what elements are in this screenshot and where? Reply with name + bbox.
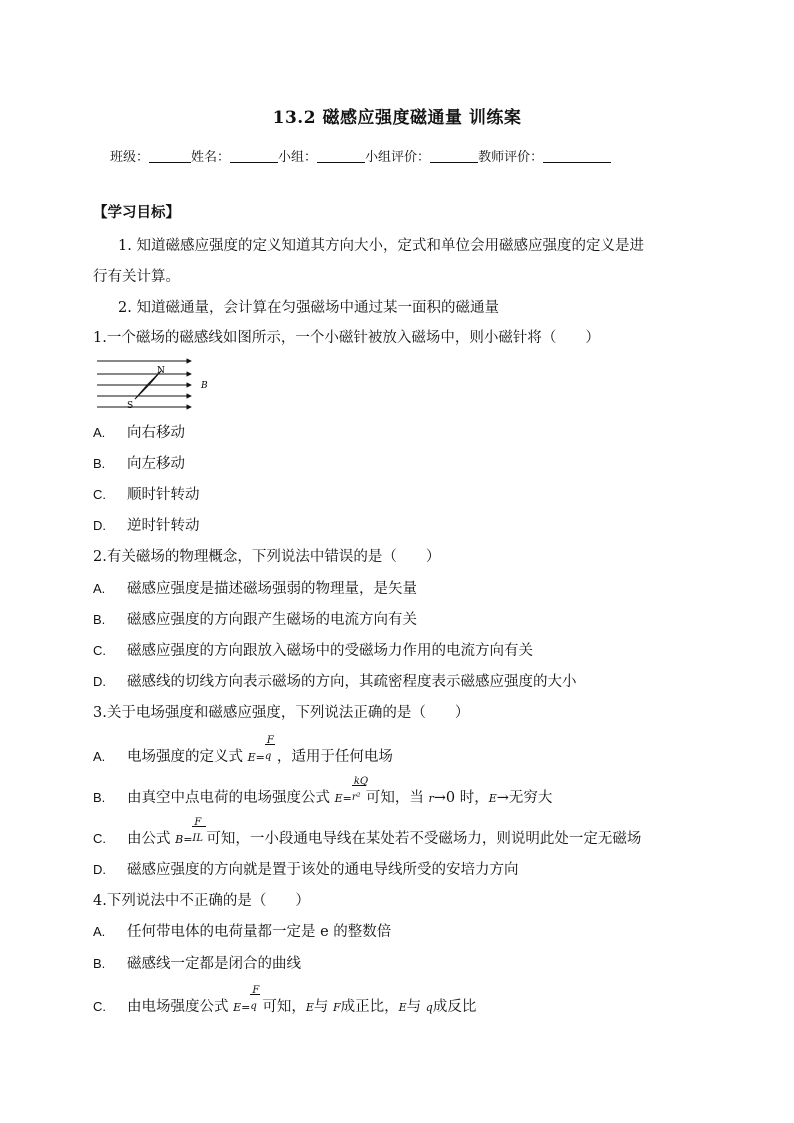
q2-option-c[interactable]: C. 磁感应强度的方向跟放入磁场中的受磁场力作用的电流方向有关 <box>93 643 533 659</box>
formula-fraction: $\frac{F}{q}$ <box>264 735 274 762</box>
formula-fraction: $\frac{F}{IL}$ <box>192 829 206 849</box>
formula-fraction: $\frac{F}{q}$ <box>250 985 260 1012</box>
q4-option-b[interactable]: B. 磁感线一定都是闭合的曲线 <box>93 956 301 972</box>
student-info-line <box>110 146 611 165</box>
q1-stem: 1.一个磁场的磁感线如图所示，一个小磁针被放入磁场中，则小磁针将（ ） <box>93 330 600 346</box>
objective-1-line-2: 行有关计算。 <box>93 269 180 285</box>
name-label: 姓名： <box>191 150 231 165</box>
q1-option-c[interactable]: C. 顺时针转动 <box>93 487 200 503</box>
q2-option-b[interactable]: B. 磁感应强度的方向跟产生磁场的电流方向有关 <box>93 612 417 628</box>
q4-option-a[interactable]: A. 任何带电体的电荷量都一定是 e 的整数倍 <box>93 924 392 940</box>
teacher-eval-label: 教师评价： <box>478 150 544 165</box>
group-label: 小组： <box>278 150 318 165</box>
q1-magnetic-field-figure <box>95 355 215 413</box>
q1-option-d[interactable]: D. 逆时针转动 <box>93 518 200 534</box>
field-b-label: B <box>201 381 208 391</box>
teacher-eval-blank[interactable] <box>543 149 611 163</box>
formula-fraction: $\frac{kQ}{\text{r²}}$ <box>351 776 369 803</box>
field-lines <box>97 361 191 407</box>
q2-option-d[interactable]: D. 磁感线的切线方向表示磁场的方向，其疏密程度表示磁感应强度的大小 <box>93 674 577 690</box>
q3-option-a[interactable]: A. 电场强度的定义式 E= $\frac{F}{q}$，适用于任何电场 <box>93 735 393 765</box>
needle-n-label: N <box>157 366 165 376</box>
q4-option-c[interactable]: C. 由电场强度公式 E= $\frac{F}{q}$可知，E与 F成正比，E与 q成反比 <box>93 985 477 1015</box>
objectives-heading: 【学习目标】 <box>93 204 180 221</box>
q1-option-b[interactable]: B. 向左移动 <box>93 456 185 472</box>
objective-1-line-1: 1. 知道磁感应强度的定义知道其方向大小，定式和单位会用磁感应强度的定义是进 <box>118 238 644 254</box>
group-blank[interactable] <box>317 149 365 163</box>
name-blank[interactable] <box>230 149 278 163</box>
q3-option-c[interactable]: C. 由公式 B= $\frac{F}{IL}$可知，一小段通电导线在某处若不受磁场力，则说明此处一定无磁场 <box>93 817 642 847</box>
q1-option-a[interactable]: A. 向右移动 <box>93 425 185 441</box>
q2-option-a[interactable]: A. 磁感应强度是描述磁场强弱的物理量，是矢量 <box>93 581 417 597</box>
q4-stem: 4.下列说法中不正确的是（ ） <box>93 893 310 909</box>
class-label: 班级： <box>110 150 150 165</box>
group-eval-label: 小组评价： <box>365 150 431 165</box>
class-blank[interactable] <box>149 149 191 163</box>
q2-stem: 2.有关磁场的物理概念，下列说法中错误的是（ ） <box>93 549 441 565</box>
objective-2: 2. 知道磁通量，会计算在匀强磁场中通过某一面积的磁通量 <box>118 300 499 316</box>
needle-s-label: S <box>127 401 134 411</box>
q3-stem: 3.关于电场强度和磁感应强度，下列说法正确的是（ ） <box>93 705 470 721</box>
page-title: 13.2 磁感应强度磁通量 训练案 <box>272 108 522 128</box>
group-eval-blank[interactable] <box>430 149 478 163</box>
q3-option-b[interactable]: B. 由真空中点电荷的电场强度公式 E= $\frac{kQ}{\text{r²}}$可知，当 r→0 时，E→无穷大 <box>93 776 553 806</box>
q3-option-d[interactable]: D. 磁感应强度的方向就是置于该处的通电导线所受的安培力方向 <box>93 862 519 878</box>
